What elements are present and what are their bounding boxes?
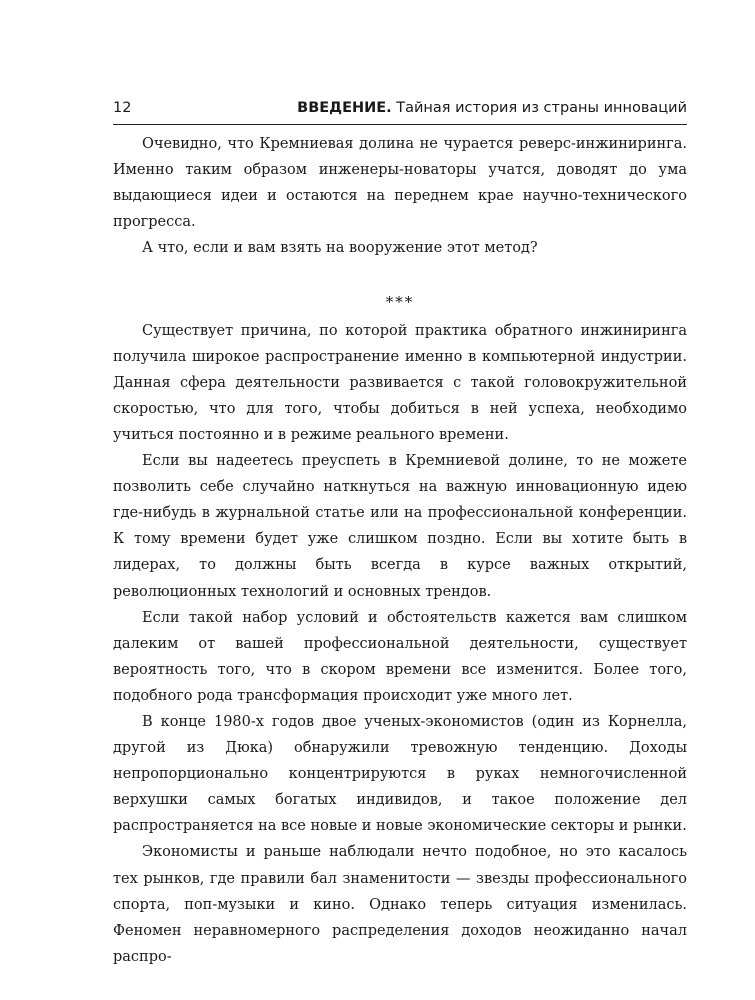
paragraph: Экономисты и раньше наблюдали нечто подобное, но это касалось тех рынков, где правили бал знаменитости — звезды профессионального спорта, поп-музыки и кино. Однако теперь ситуация изменилась. Феномен неравномерного распределения доходов неожиданно начал распро- (113, 844, 687, 965)
section-label: ВВЕДЕНИЕ. (297, 100, 392, 116)
paragraph: Существует причина, по которой практика обратного инжиниринга получила широкое распространение именно в компьютерной индустрии. Данная сфера деятельности развивается с такой головокружительной скоростью, что для того, чтобы добиться в ней успеха, необходимо учиться постоянно и в режиме реального времени. (113, 322, 687, 443)
paragraph: Если такой набор условий и обстоятельств кажется вам слишком далеким от вашей профессиональной деятельности, существует вероятность того, что в скором времени все изменится. Более того, подобного рода трансформация происходит уже много лет. (113, 609, 687, 704)
paragraph: В конце 1980-х годов двое ученых-экономистов (один из Корнелла, другой из Дюка) обнаружили тревожную тенденцию. Доходы непропорционально концентрируются в руках немногочисленной верхушки самых богатых индивидов, и такое положение дел распространяется на все новые и новые экономические секторы и рынки. (113, 713, 687, 835)
page-number: 12 (113, 100, 132, 116)
paragraph: А что, если и вам взять на вооружение этот метод? (142, 240, 538, 257)
paragraph: Если вы надеетесь преуспеть в Кремниевой долине, то не можете позволить себе случайно наткнуться на важную инновационную идею где-нибудь в журнальной статье или на профессиональной конференции. К тому времени будет уже слишком поздно. Если вы хотите быть в лидерах, то должны быть всегда в курсе важных открытий, революционных технологий и основных трендов. (113, 453, 687, 600)
section-separator: *** (385, 293, 415, 312)
running-title (297, 96, 687, 120)
running-header (113, 96, 687, 125)
paragraph: Очевидно, что Кремниевая долина не чурается реверс-инжиниринга. Именно таким образом инженеры-новаторы учатся, доводят до ума выдающиеся идеи и остаются на переднем крае научно-технического прогресса. (113, 136, 687, 231)
section-title: Тайная история из страны инноваций (391, 100, 687, 116)
body-text (113, 131, 687, 970)
